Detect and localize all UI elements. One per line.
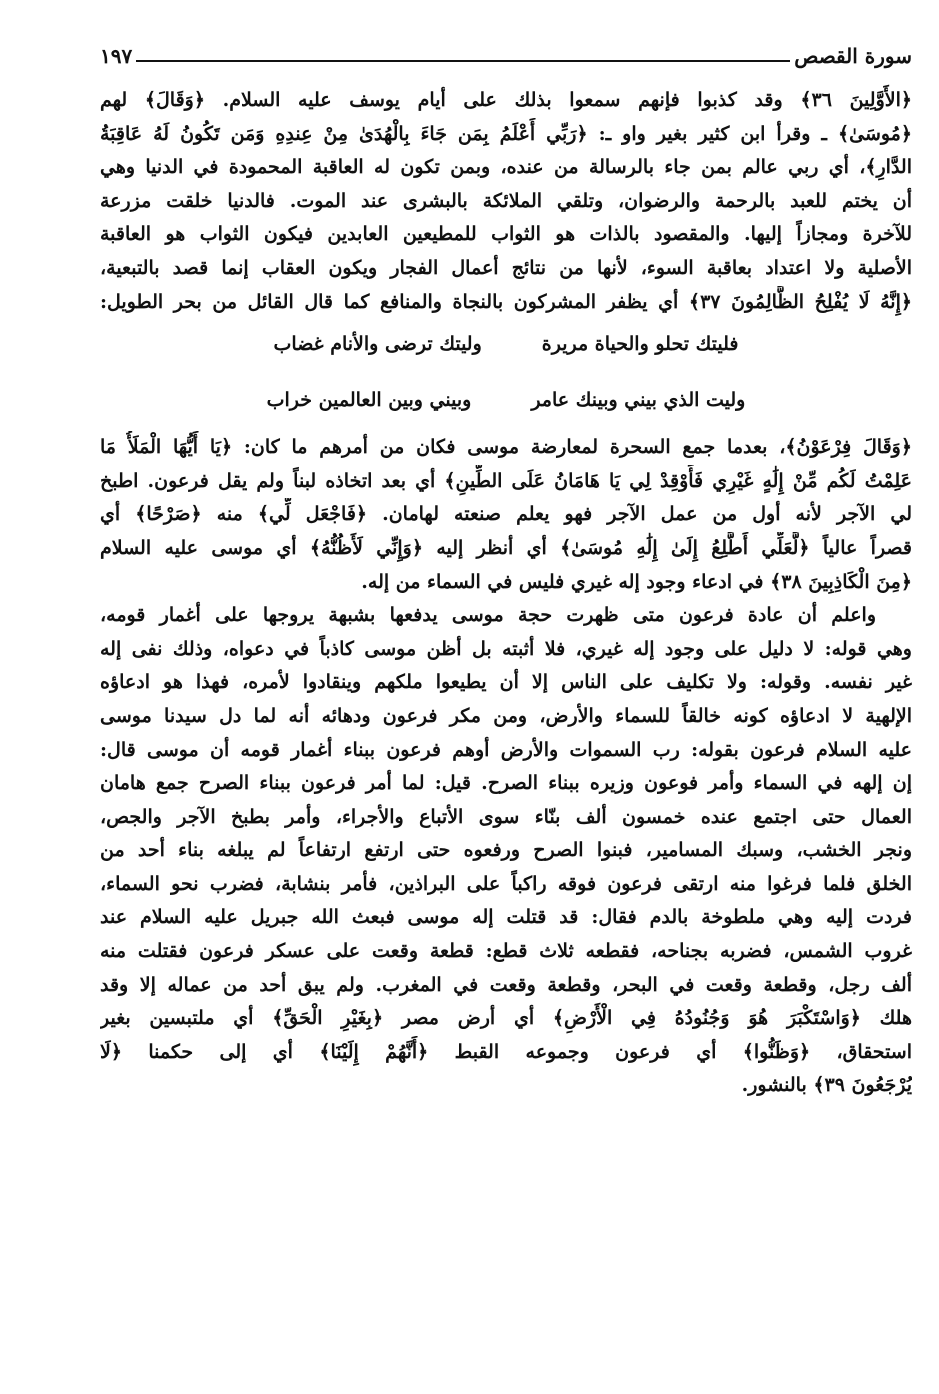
- text-line: ﴿مُوسَىٰ﴾ ـ وقرأ ابن كثير بغير واو ـ: ﴿رَبِّي أَعْلَمُ بِمَن جَاءَ بِالْهُدَىٰ مِنْ عِندِهِ وَمَن تَكُونُ لَهُ عَاقِبَةُ: [100, 122, 912, 145]
- text-line: للآخرة ومجازاً إليها. والمقصود بالذات هو الثواب للمطيعين العابدين فيكون الثواب هو العاقبة: [100, 223, 912, 246]
- text-line: غروب الشمس، فضربه بجناحه، فقطعه ثلاث قطع: قطعة وقعت على عسكر فرعون فقتلت منه: [100, 940, 912, 963]
- text-line: أن يختم للعبد بالرحمة والرضوان، وتلقي الملائكة بالبشرى عند الموت. فالدنيا خلقت مزرعة: [100, 189, 912, 212]
- text-line: هلك ﴿وَاسْتَكْبَرَ هُوَ وَجُنُودُهُ فِي الْأَرْضِ﴾ أي أرض مصر ﴿بِغَيْرِ الْحَقِّ﴾ أي ملتبسين بغير: [100, 1007, 912, 1030]
- header-rule: [136, 60, 790, 62]
- text-line: يُرْجَعُونَ ٣٩﴾ بالنشور.: [741, 1074, 912, 1097]
- text-line: واعلم أن عادة فرعون متى ظهرت حجة موسى يدفعها بشبهة يروجها على أغمار قومه،: [100, 604, 876, 627]
- text-line: عليه السلام فرعون بقوله: رب السموات والأرض أوهم فرعون ببناء أغمار قومه أن موسى قال:: [100, 738, 912, 761]
- text-line: ونجر الخشب، وسبك المسامير، فبنوا الصرح ورفعوه حتى ارتفع ارتفاعاً لم يبلغه بناء أحد من: [100, 839, 912, 862]
- text-line: الدَّارِ﴾، أي ربي عالم بمن جاء بالرسالة من عنده، وبمن تكون له العاقبة المحمودة في الدنيا وهي: [100, 156, 912, 179]
- hemistich-first: فليتك تحلو والحياة مريرة: [541, 333, 739, 356]
- text-line: استحقاق، ﴿وَظَنُّوا﴾ أي فرعون وجموعه القبط ﴿أَنَّهُمْ إِلَيْنَا﴾ أي إلى حكمنا ﴿لَا: [100, 1040, 912, 1063]
- text-line: ألف رجل، وقطعة وقعت في البحر، وقطعة وقعت في المغرب. ولم يبق أحد من عماله إلا وقد: [100, 973, 912, 996]
- hemistich-first: وليت الذي بيني وبينك عامر: [531, 389, 746, 412]
- surah-title: سورة القصص: [794, 44, 912, 68]
- page-body: [100, 84, 912, 1103]
- text-line: ﴿إِنَّهُ لَا يُفْلِحُ الظَّالِمُونَ ٣٧﴾ أي يظفر المشركون بالنجاة والمنافع كما قال القائل من بحر الطويل:: [100, 290, 912, 313]
- page-header: [100, 38, 912, 68]
- text-line: ﴿الأَوَّلِينَ ٣٦﴾ وقد كذبوا فإنهم سمعوا بذلك على أيام يوسف عليه السلام. ﴿وَقَالَ﴾ لهم: [100, 89, 912, 111]
- text-line: غير نفسه. وقوله: ولا تكليف على الناس إلا أن يطيعوا ملكهم وينقادوا لأمره، فهذا هو ادعاؤه: [100, 671, 912, 694]
- text-line: عَلِمْتُ لَكُم مِّنْ إِلَٰهٍ غَيْرِي فَأَوْقِدْ لِي يَا هَامَانُ عَلَى الطِّينِ﴾ أي بعد اتخاذه لبناً ولم يقل فرعون. اطبخ: [100, 469, 912, 492]
- commentary-block-2: [100, 431, 912, 599]
- text-line: فردت إليه وهي ملطوخة بالدم فقال: قد قتلت إله موسى فبعث الله جبريل عليه السلام عند: [100, 906, 912, 929]
- text-line: ﴿وَقَالَ فِرْعَوْنُ﴾، بعدما جمع السحرة لمعارضة موسى فكان من أمرهم ما كان: ﴿يَا أَيُّهَا الْمَلَأُ مَا: [100, 436, 912, 459]
- text-line: الإلهية لا ادعاؤه كونه خالقاً للسماء والأرض، ومن مكر فرعون ودهائه أنه لما دل سيدنا موسى: [100, 704, 912, 727]
- poem-verse: [100, 375, 912, 431]
- text-line: وهي قوله: لا دليل على وجود إله غيري، فلا أثبته بل أظن موسى كاذباً في دعواه، وذلك نفى إله: [100, 637, 912, 660]
- text-line: لي الآجر لأنه أول من عمل الآجر فهو يعلم صنعته لهامان. ﴿فَاجْعَل لِّي﴾ منه ﴿صَرْحًا﴾ أي: [100, 503, 912, 526]
- page-number: ١٩٧: [100, 44, 133, 68]
- text-line: الأصلية ولا اعتداد بعاقبة السوء، لأنها من نتائج أعمال الفجار ويكون العقاب إنما قصد بالتبعية،: [100, 256, 912, 279]
- text-line: الخلق فلما فرغوا منه ارتقى فرعون فوقه راكباً على البراذين، فأمر بنشابة، فضرب نحو السماء،: [100, 872, 912, 895]
- poem: [100, 319, 912, 431]
- text-line: ﴿مِنَ الْكَاذِبِينَ ٣٨﴾ في ادعاء وجود إله غيري فليس في السماء من إله.: [361, 570, 912, 593]
- text-line: إن إلهه في السماء وأمر فوعون وزيره ببناء الصرح. قيل: لما أمر فرعون ببناء الصرح جمع هامان: [100, 772, 912, 795]
- poem-verse: [100, 319, 912, 375]
- hemistich-second: وبيني وبين العالمين خراب: [266, 389, 472, 412]
- text-line: قصراً عالياً ﴿لَّعَلِّي أَطَّلِعُ إِلَىٰ إِلَٰهِ مُوسَىٰ﴾ أي أنظر إليه ﴿وَإِنِّي لَأَظُنُّهُ﴾ أي موسى عليه السلام: [100, 536, 912, 559]
- hemistich-second: وليتك ترضى والأنام غضاب: [273, 333, 482, 356]
- commentary-block-3: [100, 599, 912, 1103]
- commentary-block-1: [100, 84, 912, 319]
- text-line: العمال حتى اجتمع عنده خمسون ألف بنّاء سوى الأتباع والأجراء، وأمر بطبخ الآجر والجص،: [100, 805, 912, 828]
